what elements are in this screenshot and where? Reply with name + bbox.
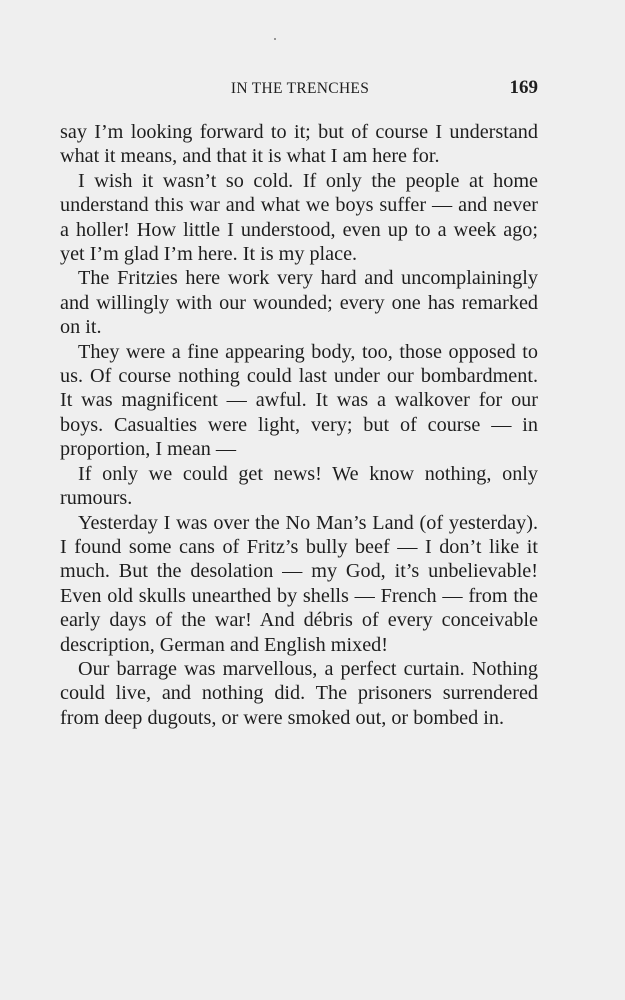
page-number: 169	[509, 77, 538, 98]
print-speck	[274, 38, 276, 40]
paragraph: The Fritzies here work very hard and uncomplainingly and willingly with our wounded; every one has remarked on it.	[60, 267, 538, 339]
paragraph: Yesterday I was over the No Man’s Land (of yesterday). I found some cans of Fritz’s bully beef — I don’t like it much. But the desolation — my God, it’s unbelievable! Even old skulls unearthed by shells — French — from the early days of the war! And débris of every conceivable description, German and English mixed!	[60, 511, 538, 656]
running-head	[62, 76, 538, 102]
paragraph: Our barrage was marvellous, a perfect curtain. Nothing could live, and nothing did. The prisoners surrendered from deep dugouts, or were smoked out, or bombed in.	[60, 657, 538, 729]
paragraph: I wish it wasn’t so cold. If only the people at home understand this war and what we boys suffer — and never a holler! How little I understood, even up to a week ago; yet I’m glad I’m here. It is my place.	[60, 169, 538, 266]
body-text	[60, 120, 538, 730]
paragraph: say I’m looking forward to it; but of course I understand what it means, and that it is what I am here for.	[60, 121, 538, 168]
paragraph: If only we could get news! We know nothing, only rumours.	[60, 462, 538, 510]
running-title: IN THE TRENCHES	[230, 80, 370, 97]
paragraph: They were a fine appearing body, too, those opposed to us. Of course nothing could last under our bombardment. It was magnificent — awful. It was a walkover for our boys. Casualties were light, very; but of course — in proportion, I mean —	[60, 340, 538, 461]
